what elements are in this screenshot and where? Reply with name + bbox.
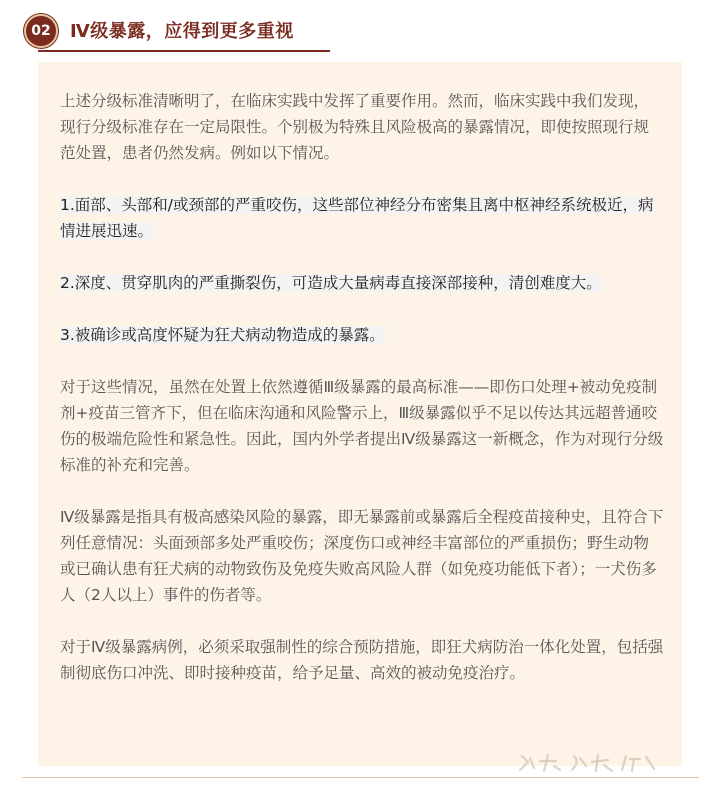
watermark-brush-icon (514, 752, 664, 774)
measures-paragraph-text: 对于Ⅳ级暴露病例，必须采取强制性的综合预防措施，即狂犬病防治一体化处置，包括强制彻底伤口冲洗、即时接种疫苗，给予足量、高效的被动免疫治疗。 (60, 638, 664, 682)
watermark-logo (514, 752, 674, 774)
list-item-3-text: 3.被确诊或高度怀疑为狂犬病动物造成的暴露。 (60, 326, 385, 344)
footer-divider (22, 777, 699, 778)
header-underline (38, 50, 330, 52)
intro-paragraph-text: 上述分级标准清晰明了，在临床实践中发挥了重要作用。然而，临床实践中我们发现，现行分级标准存在一定局限性。个别极为特殊且风险极高的暴露情况，即使按照现行规范处置，患者仍然发病。例如以下情况。 (60, 92, 650, 162)
article-body (60, 88, 664, 712)
discussion-paragraph-text: 对于这些情况，虽然在处置上依然遵循Ⅲ级暴露的最高标准——即伤口处理+被动免疫制剂+疫苗三管齐下，但在临床沟通和风险警示上，Ⅲ级暴露似乎不足以传达其远超普通咬伤的极端危险性和紧急性。因此，国内外学者提出Ⅳ级暴露这一新概念，作为对现行分级标准的补充和完善。 (60, 378, 664, 474)
measures-paragraph (60, 634, 664, 686)
list-item-2-text: 2.深度、贯穿肌肉的严重撕裂伤，可造成大量病毒直接深部接种，清创难度大。 (60, 274, 602, 292)
definition-paragraph-text: Ⅳ级暴露是指具有极高感染风险的暴露，即无暴露前或暴露后全程疫苗接种史，且符合下列任意情况：头面颈部多处严重咬伤；深度伤口或神经丰富部位的严重损伤；野生动物或已确认患有狂犬病的动物致伤及免疫失败高风险人群（如免疫功能低下者）；一犬伤多人（2人以上）事件的伤者等。 (60, 508, 664, 604)
intro-paragraph (60, 88, 664, 166)
list-item-3 (60, 322, 664, 348)
definition-paragraph (60, 504, 664, 608)
list-item-2 (60, 270, 664, 296)
list-item-1-text: 1.面部、头部和/或颈部的严重咬伤，这些部位神经分布密集且离中枢神经系统极近，病情进展迅速。 (60, 196, 654, 240)
section-header (24, 14, 330, 48)
section-number-badge: 02 (24, 14, 58, 48)
list-item-1 (60, 192, 664, 244)
discussion-paragraph (60, 374, 664, 478)
section-title: Ⅳ级暴露，应得到更多重视 (70, 21, 294, 42)
